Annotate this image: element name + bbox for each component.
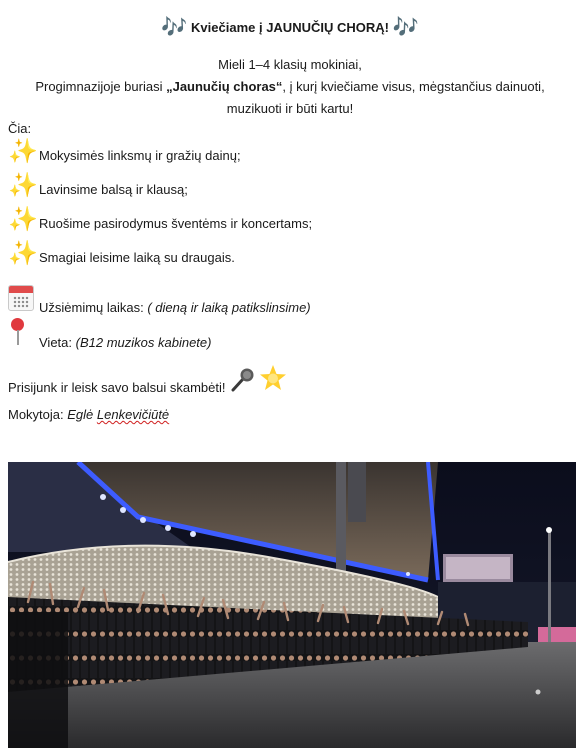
activity-text: Lavinsime balsą ir klausą; (39, 182, 188, 197)
choir-photo (8, 462, 576, 748)
schedule-line (8, 285, 311, 317)
cta-line (8, 364, 288, 397)
teacher-line (8, 407, 169, 422)
intro-line (0, 76, 580, 98)
intro-line-end: , į kurį kviečiame visus, mėgstančius dainuoti, (282, 79, 545, 94)
teacher-first-name: Eglė (67, 407, 97, 422)
cta-text: Prisijunk ir leisk savo balsui skambėti! (8, 380, 226, 395)
sparkles-icon: ✨ (8, 240, 38, 267)
calendar-icon-wrap (8, 285, 39, 317)
intro-paragraph (0, 54, 580, 120)
teacher-last-name: Lenkevičiūtė (96, 407, 170, 422)
where-label: Čia: (8, 121, 32, 136)
sparkles-icon: ✨ (8, 138, 38, 165)
microphone-icon (228, 366, 256, 397)
activity-text: Ruošime pasirodymus šventėms ir koncertams; (39, 216, 313, 231)
header-title-line (0, 14, 580, 42)
musical-notes-icon: 🎶 (161, 16, 188, 39)
pin-icon (8, 318, 28, 346)
pin-icon-wrap (8, 318, 39, 352)
schedule-label: Užsiėmimų laikas: (39, 300, 148, 315)
sparkles-icon: ✨ (8, 172, 38, 199)
calendar-icon (8, 285, 34, 311)
choir-name: „Jaunučių choras“ (166, 79, 283, 94)
activity-item (8, 139, 241, 165)
activity-item (8, 173, 188, 199)
location-label: Vieta: (39, 335, 76, 350)
page-title: Kviečiame į JAUNUČIŲ CHORĄ! (191, 20, 389, 35)
activity-item (8, 207, 312, 233)
intro-greeting: Mieli 1–4 klasių mokiniai, (218, 57, 362, 72)
location-value: (B12 muzikos kabinete) (75, 335, 212, 350)
location-line (8, 318, 211, 352)
teacher-label: Mokytoja: (8, 407, 68, 422)
activity-text: Mokysimės linksmų ir gražių dainų; (39, 148, 241, 163)
musical-notes-icon: 🎶 (392, 16, 419, 39)
activity-item (8, 241, 235, 267)
intro-line-3: muzikuoti ir būti kartu! (226, 101, 354, 116)
sparkles-icon: ✨ (8, 206, 38, 233)
intro-line-start: Progimnazijoje buriasi (35, 79, 167, 94)
choir-photo-illustration (8, 462, 576, 748)
star-icon (258, 364, 288, 397)
schedule-value: ( dieną ir laiką patikslinsime) (147, 300, 311, 315)
activity-text: Smagiai leisime laiką su draugais. (39, 250, 235, 265)
